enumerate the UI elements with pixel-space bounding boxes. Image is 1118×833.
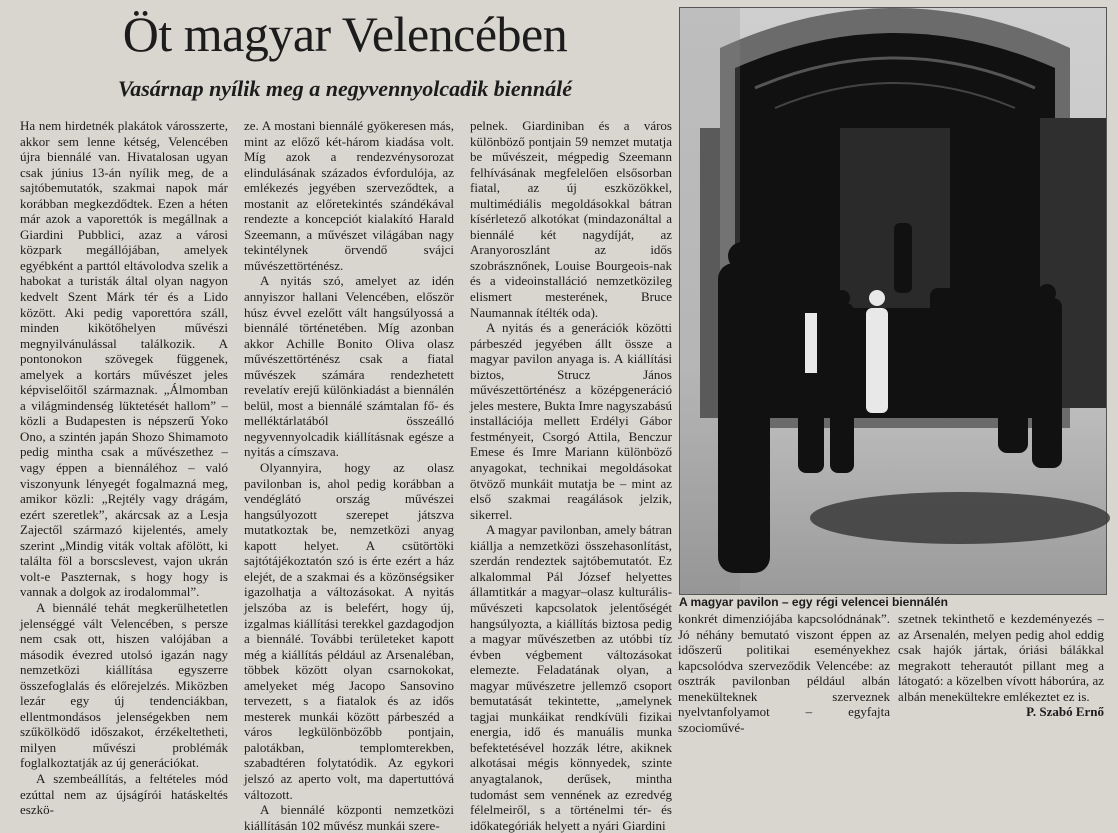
paragraph: A biennálé központi nemzetközi kiállításán 102 művész munkái szere- [244,802,454,833]
paragraph: A nyitás és a generációk közötti párbeszéd jegyében állt össze a magyar pavilon anyaga is. A kiállítási biztos, Strucz János művészettörténész a középgeneráció jeles mestere, Bukta Imre nagyszabású installációja mellett Erdélyi Gábor festményeit, Csorgó Attila, Benczur Emese és Imre Mariann különböző anyagokat, technikai megoldásokat ötvöző munkáit mutatja be – mint az első szakmai reagálások jelzik, sikerrel. [470,320,672,522]
paragraph: pelnek. Giardiniban és a város különböző pontjain 59 nemzet mutatja be művészeit, mégpedig Szeemann felhívásának megfelelően elsősorban fiatal, az új eszközökkel, multimédiális megoldásokkal bátran kísérletező alkotókat (mindazonáltal a biennálé két nagydíját, az Aranyoroszlánt az idős szobrásznőnek, Louise Bourgeois-nak és a videoinstalláció nemzetközileg elismert mesterének, Bruce Naumannak ítélték oda). [470,118,672,320]
paragraph: szetnek tekinthető e kezdeményezés – az Arsenalén, melyen pedig ahol eddig csak hajók jártak, óriási bálákkal megrakott teherautót pillant meg a látogató: a közelben vívott háborúra, az albán menekültekre emlékeztet ez is. [898,611,1104,704]
paragraph: konkrét dimenziójába kapcsolódnának”. Jó néhány bemutató viszont éppen az időszerű politikai eseményekhez kapcsolódva szerveződik Velencébe: az osztrák pavilonban például albán menekülteknek szerveznek nyelvtanfolyamot – egyfajta szocioművé- [678,611,890,735]
paragraph: ze. A mostani biennálé gyökeresen más, mint az előző két-három kiadása volt. Míg azok a rendezvénysorozat elindulásának százados évfordulója, az emlékezés jegyében szerveződtek, a mostanit az előretekintés szándékával rendezte a koncepciót kialakító Harald Szeemann, a művészet világában nagy tekintélynek örvendő svájci művészettörténész. [244,118,454,273]
text-column-5 [898,611,1104,737]
text-column-4 [678,611,890,737]
photo-caption: A magyar pavilon – egy régi velencei biennálén [679,595,948,609]
paragraph: Ha nem hirdetnék plakátok városszerte, akkor sem lenne kétség, Velencében újra biennálé van. Hivatalosan ugyan csak június 13-án nyílik meg, de a sajtóbemutatók, szakmai napok már korábban megkezdődtek. Ezen a héten már azok a vaporettók is megállnak a Giardini Pubblici, azaz a városi közpark megállójában, amelyek egyébként a parttól eltávolodva szelik a habokat a turisták által olyan nagyon kedvelt Szent Márk tér és a Lido között. Aki pedig vaporettóra száll, minden kikötőhelyen művészi megnyilvánulással találkozik. A pontonokon szövegek függenek, amelyek a kortárs művészet jeles képviselőitől származnak. „Álmomban a világmindenség lüktetését hallom” – közli a Budapesten is népszerű Yoko Ono, a szintén japán Shozo Shimamoto pedig mintha csak a művészethez – vagy éppen a biennáléhoz – való viszonyunk lényegét fogalmazná meg, amikor közli: „Rejtély vagy drágám, ezért szeretlek”, akárcsak az a Lesja Zajectől származó kijelentés, amely szerint „Mindig viták voltak afölött, ki találta föl a borscslevest, vajon ukrán volt-e Paszternak, s hogy hogy is vannak a dolgok az irodalommal”. [20,118,228,600]
paragraph: A magyar pavilonban, amely bátran kiállja a nemzetközi összehasonlítást, szerdán rendeztek sajtóbemutatót. Ez alkalommal Pál József helyettes államtitkár a magyar–olasz kulturális-művészeti kapcsolatok jelentőségét hangsúlyozta, a kiállítás biztosa pedig a magyar művészetben az utóbbi tíz évben végbement változásokat elemezte. Feladatának olyan, a magyar művészetre jellemző csoport bemutatását tekintette, „amelynek tagjai munkáikat rendkívüli fizikai energia, idő és manuális munka befektetésével hozzák létre, akiknek alkotásai mégis könnyedek, szinte anyagtalanok, derűsek, mintha tudomást sem vennének az ezredvég félelmeiről, s a történelmi tér- és időkategóriák helyett a nyári Giardini [470,522,672,833]
text-column-2 [244,118,454,833]
paragraph: A nyitás szó, amelyet az idén annyiszor hallani Velencében, először húsz évvel ezelőtt vált hangsúlyossá a biennálé történetében. Míg azonban akkor Achille Bonito Oliva olasz művészettörténész csak a fiatal művészek számára rendezhetett revelatív erejű különkiadást a biennálén belül, most a biennálé számtalan fő- és melléktárlatából összeálló negyvennyolcadik kiállításnak egésze a nyitás a címszava. [244,273,454,460]
paragraph: Olyannyira, hogy az olasz pavilonban is, ahol pedig korábban a vendéglátó ország művészei hangsúlyozott szerepet játszva mutatkoztak be, nemzetközi anyag kapott helyet. A csütörtöki sajtótájékoztatón szó is érte ezért a ház elejét, de a szakmai és a közönségsiker igazolhatja a változásokat. A nyitás jelszóba az is belefért, hogy új, izgalmas kiállítási terekkel gazdagodjon a biennálé. További területeket kapott még a kiállítás például az Arsenaléban, többek között olyan csarnokokat, amelyeket még Jacopo Sansovino tervezett, s a fiatalok és az idős mesterek munkái között párbeszéd a város legkülönbözőbb pontjain, palotákban, templomterekben, szabadtéren folytatódik. Az egykori jelszó az aperto volt, ma dapertuttóvá változott. [244,460,454,802]
pavilion-photo-image [680,8,1106,594]
text-column-1 [20,118,228,818]
paragraph: A biennálé tehát megkerülhetetlen jelenséggé vált Velencében, s persze nem csak ott, hiszen valójában a második évezred utolsó igazán nagy nemzetközi kiállítása egyszerre összefoglalás és előrejelzés. Miközben lezár egy új tendenciákban, ellentmondásos jelenségekben nem szűkölködő időszakot, érzékeltetheti, milyen művészi problémák foglalkoztatják az új generációkat. [20,599,228,771]
text-column-3 [470,118,672,833]
author-byline: P. Szabó Ernő [1026,704,1104,720]
article-headline: Öt magyar Velencében [122,6,568,62]
article-subtitle: Vasárnap nyílik meg a negyvennyolcadik biennálé [117,76,573,101]
paragraph: A szembeállítás, a feltételes mód ezúttal nem az újságírói hatáskeltés eszkö- [20,770,228,818]
pavilion-photo [679,7,1107,595]
